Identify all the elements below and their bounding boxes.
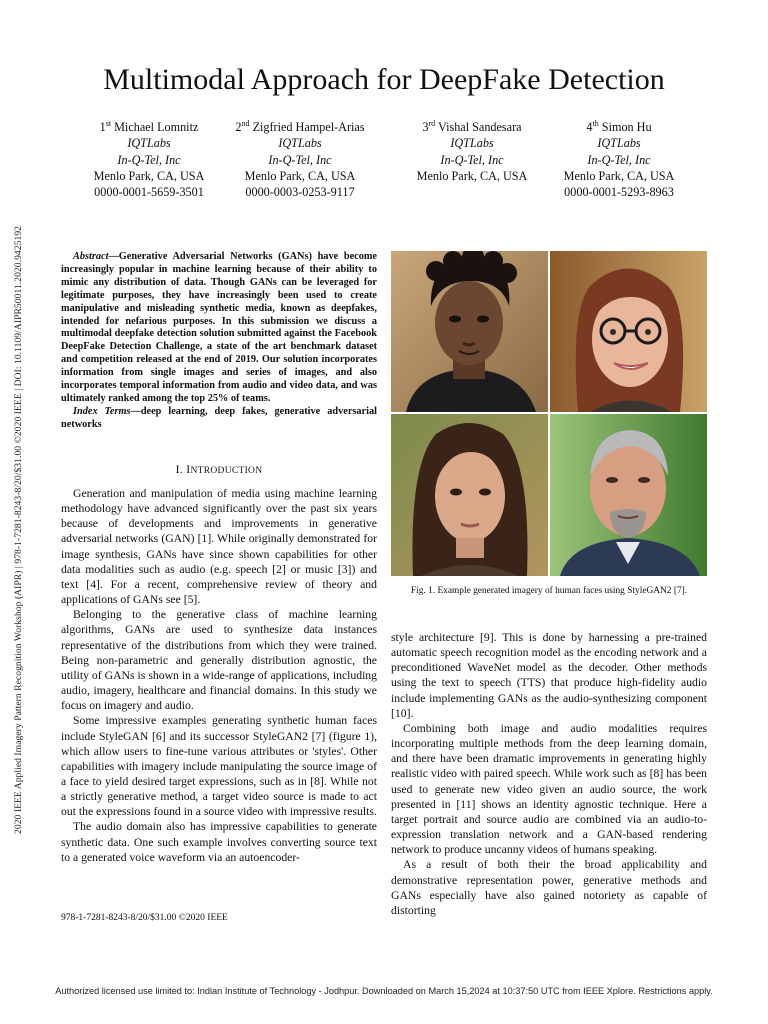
index-terms-text: —deep learning, deep fakes, generative adversarial networks — [61, 405, 377, 430]
author-location: Menlo Park, CA, USA — [93, 168, 205, 183]
author-location: Menlo Park, CA, USA — [563, 168, 675, 183]
paragraph: Combining both image and audio modalities requires incorporating multiple methods from the deep learning domain, and there have been dramatic improvements in generating highly realistic video with paired speech. While work such as [8] has been used to generate new video given an audio source, the work presented in [11] shows an identity agnostic technique. Here a target portrait and source audio are combined via an audio-to-expression translation network and a GAN-based rendering network to produce uncanny videos of humans speaking. — [391, 721, 707, 857]
author-org: IQTLabs — [127, 136, 171, 151]
paragraph: Generation and manipulation of media using machine learning methodology have advanced significantly over the past six years because of developments and improvements in generative adversarial networks (GAN) [1]. While originally demonstrated for image synthesis, GANs have since shown capabilities for other data modalities such as audio (e.g. speech [2] or music [3]) and text [4]. For a recent, comprehensive review of theory and applications of GANs see [5]. — [61, 487, 377, 607]
author-location: Menlo Park, CA, USA — [244, 168, 356, 183]
author-location: Menlo Park, CA, USA — [416, 168, 528, 183]
face-image-woman-glasses — [550, 251, 707, 412]
author-org: IQTLabs — [597, 136, 641, 151]
license-footer: Authorized licensed use limited to: Indian Institute of Technology - Jodhpur. Downloaded on March 15,2024 at 10:37:50 UTC from IEEE Xplore. Restrictions apply. — [55, 986, 713, 996]
face-image-older-man — [550, 414, 707, 576]
author-orcid: 0000-0003-0253-9117 — [245, 185, 355, 200]
author-company: In-Q-Tel, Inc — [268, 152, 332, 167]
paragraph: As a result of both their the broad applicability and demonstrative representation power, generative methods and GANs especially have also gained notoriety as capable of distorting — [391, 858, 707, 917]
author-name-line: 3rd Vishal Sandesara — [422, 119, 522, 134]
author-orcid: 0000-0001-5293-8963 — [564, 185, 674, 200]
author-org: IQTLabs — [450, 136, 494, 151]
body-left-column — [61, 486, 377, 865]
figure-1-faces-grid — [391, 251, 707, 576]
body-right-column — [391, 630, 707, 918]
author-company: In-Q-Tel, Inc — [117, 152, 181, 167]
author-block-2 — [215, 119, 385, 200]
index-terms-label: Index Terms — [73, 405, 131, 417]
abstract-label: Abstract — [73, 251, 109, 262]
abstract-text: —Generative Adversarial Networks (GANs) have become increasingly popular in machine learning because of their ability to mimic any distribution of data. Though GANs can be leveraged for legitimate purposes, they have increasingly been used to create manipulative and misleading synthetic media, known as deepfakes, intended for nefarious purposes. In this submission we discuss a multimodal deepfake detection solution submitted against the Facebook DeepFake Detection Challenge, a state of the art benchmark dataset and competition released at the end of 2019. Our solution incorporates information from single images and series of images, and also incorporates temporal information from audio and video data, and was ultimately ranked among the top 25% of teams. — [61, 251, 377, 404]
abstract-paragraph — [61, 251, 377, 406]
author-orcid: 0000-0001-5659-3501 — [94, 185, 204, 200]
face-image-young-man — [391, 251, 548, 412]
paragraph: Some impressive examples generating synthetic human faces include StyleGAN [6] and its successor StyleGAN2 [7] (figure 1), which allow users to fine-tune various attributes or 'styles'. Other capabilities with imagery include manipulating the source image of a face to yield desired target expressions, such as in [8]. While not a strictly generative method, a target video source is made to act out the expressions found in a source video with impressive results. — [61, 714, 377, 819]
abstract — [61, 251, 377, 432]
paragraph: The audio domain also has impressive capabilities to generate synthetic data. One such example involves converting source text to a generated voice waveform via an autoencoder- — [61, 820, 377, 864]
copyright-notice: 978-1-7281-8243-8/20/$31.00 ©2020 IEEE — [61, 913, 228, 923]
author-block-4 — [534, 119, 704, 200]
author-name-line: 1st Michael Lomnitz — [99, 119, 199, 134]
author-name-line: 2nd Zigfried Hampel-Arias — [235, 119, 365, 134]
paragraph: style architecture [9]. This is done by harnessing a pre-trained automatic speech recognition model as the encoding network and a preconditioned WaveNet model as the decoder. Other methods using the text to speech (TTS) that produce high-fidelity audio include implementing GANs as the audio-synthesizing component [10]. — [391, 631, 707, 720]
author-company: In-Q-Tel, Inc — [440, 152, 504, 167]
paragraph: Belonging to the generative class of machine learning algorithms, GANs are used to synthesize data instances representative of the distributions from which they were trained. Being non-parametric and generally distribution agnostic, the utility of GANs is shown in a wide-range of applications, including audio, imagery, healthcare and financial domains. In this study we focus on imagery and audio. — [61, 608, 377, 713]
figure-1-caption: Fig. 1. Example generated imagery of human faces using StyleGAN2 [7]. — [410, 586, 688, 596]
index-terms — [61, 406, 377, 432]
paper-title: Multimodal Approach for DeepFake Detection — [103, 63, 665, 96]
face-image-young-girl — [391, 414, 548, 576]
author-block-1 — [64, 119, 234, 200]
doi-side-stamp-text: 2020 IEEE Applied Imagery Pattern Recognition Workshop (AIPR) | 978-1-7281-8243-8/20/$31.00 ©2020 IEEE | DOI: 10.1109/AIPR50011.2020.9425192 — [13, 225, 24, 834]
section-heading-introduction: I. INTRODUCTION — [175, 463, 263, 476]
author-company: In-Q-Tel, Inc — [587, 152, 651, 167]
author-block-3 — [387, 119, 557, 184]
author-org: IQTLabs — [278, 136, 322, 151]
author-name-line: 4th Simon Hu — [586, 119, 652, 134]
